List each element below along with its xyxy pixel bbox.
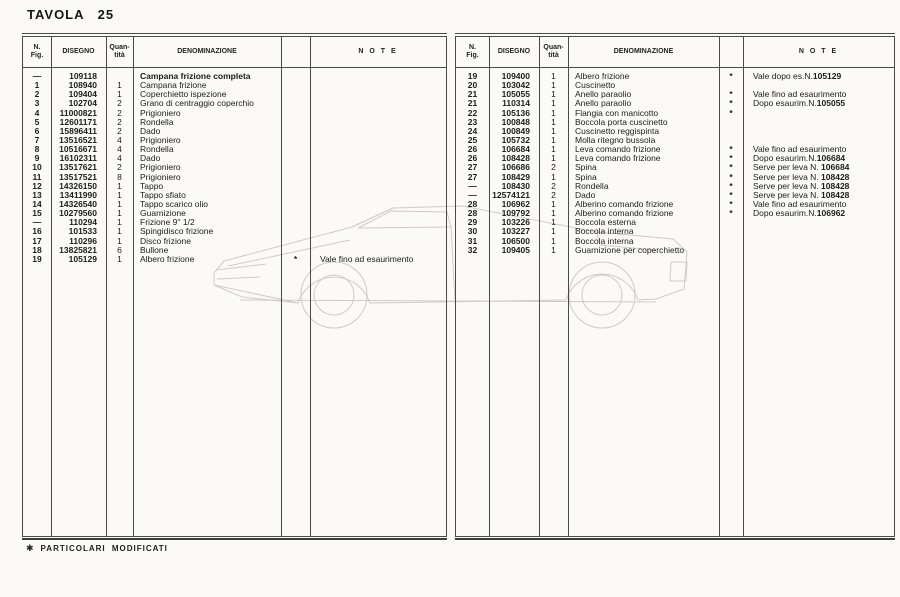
drawing-number: 101533 [68, 226, 97, 237]
note-text [743, 246, 894, 255]
fig-number: 28 [467, 208, 478, 219]
note-text [310, 127, 446, 136]
drawing-number: 105136 [501, 107, 530, 118]
drawing-number: 105055 [501, 89, 530, 100]
part-name: Boccola porta cuscinetto [575, 116, 668, 127]
drawing-number: 110314 [502, 98, 530, 109]
part-name: Leva comando frizione [575, 153, 661, 164]
note-text [310, 118, 446, 127]
fig-number: — [32, 217, 42, 228]
fig-number: 2 [34, 89, 40, 100]
fig-number: 15 [32, 208, 42, 219]
part-name: Grano di centraggio coperchio [140, 98, 254, 109]
note-text: Dopo esaurim.N.106962 [753, 208, 846, 219]
fig-number: 23 [467, 116, 478, 127]
modified-star: * [729, 189, 733, 200]
modified-star: * [729, 144, 733, 155]
note-text [310, 90, 446, 99]
modified-star [281, 72, 310, 81]
note-text [310, 227, 446, 236]
drawing-number: 13517521 [59, 171, 97, 182]
note-text: Vale fino ad esaurimento [320, 253, 414, 264]
drawing-number: 103227 [501, 226, 530, 237]
note-text: Vale fino ad esaurimento [753, 198, 847, 209]
right-table-rows [456, 68, 894, 255]
modified-star [281, 163, 310, 172]
modified-star [281, 218, 310, 227]
modified-star: * [729, 180, 733, 191]
header-disegno: DISEGNO [62, 48, 95, 55]
quantity: 1 [551, 116, 556, 127]
modified-star: * [729, 162, 733, 173]
fig-number: 9 [34, 153, 40, 164]
drawing-number: 13411990 [59, 189, 97, 200]
quantity: 2 [551, 180, 556, 191]
table-row [23, 255, 446, 264]
header-quantity: Quan- tità [543, 44, 564, 59]
quantity: 1 [551, 71, 556, 81]
drawing-number: 103042 [501, 80, 530, 91]
fig-number: 22 [467, 107, 478, 118]
fig-number: 16 [32, 226, 42, 237]
fig-number: 19 [32, 253, 42, 264]
quantity: 1 [551, 244, 556, 255]
quantity: 1 [117, 180, 122, 191]
modified-star: * [729, 107, 733, 118]
drawing-number: 102704 [68, 98, 97, 109]
note-text [310, 72, 446, 81]
modified-star [281, 136, 310, 145]
note-text [743, 109, 894, 118]
note-text [310, 173, 446, 182]
part-name: Spina [575, 162, 597, 173]
quantity: 1 [551, 107, 556, 118]
drawing-number: 109400 [501, 71, 530, 81]
note-text [310, 99, 446, 108]
header-note: N O T E [358, 48, 398, 55]
fig-number: 10 [32, 162, 42, 173]
part-name: Bullone [140, 244, 169, 255]
quantity: 4 [117, 153, 122, 164]
note-text [743, 127, 894, 136]
part-name: Anello paraolio [575, 89, 632, 100]
quantity: 1 [551, 226, 556, 237]
drawing-number: 108940 [68, 80, 97, 91]
fig-number: 14 [32, 198, 42, 209]
fig-number: 29 [467, 217, 478, 228]
modified-star: * [729, 208, 733, 219]
drawing-number: 110294 [69, 217, 97, 228]
modified-star [281, 209, 310, 218]
modified-star [719, 227, 743, 236]
part-name: Flangia con manicotto [575, 107, 659, 118]
part-name: Prigioniero [140, 134, 181, 145]
part-name: Tappo scarico olio [140, 198, 209, 209]
quantity: 1 [117, 217, 122, 228]
quantity: 2 [551, 189, 556, 200]
part-name: Boccola interna [575, 226, 634, 237]
fig-number: 18 [32, 244, 42, 255]
part-name: Rondella [575, 180, 609, 191]
quantity: 4 [117, 144, 122, 155]
drawing-number: 108430 [501, 180, 530, 191]
fig-number: 24 [467, 125, 478, 136]
drawing-number: 105732 [501, 134, 530, 145]
page-footer [26, 543, 168, 554]
quantity: 1 [117, 80, 122, 91]
part-name: Rondella [140, 116, 174, 127]
modified-star: * [729, 153, 733, 164]
note-text [743, 237, 894, 246]
table-row [456, 246, 894, 255]
fig-number: 7 [34, 134, 40, 145]
quantity: 1 [551, 89, 556, 100]
header-denominazione: DENOMINAZIONE [613, 48, 674, 55]
part-name: Guarnizione [140, 208, 186, 219]
right-parts-table [455, 36, 895, 537]
quantity: 1 [551, 208, 556, 219]
part-name: Anello paraolio [575, 98, 632, 109]
quantity: 1 [551, 144, 556, 155]
quantity: 1 [551, 80, 556, 91]
drawing-number: 109404 [68, 89, 97, 100]
part-name: Dado [575, 189, 596, 200]
fig-number: — [468, 189, 477, 200]
modified-star [281, 118, 310, 127]
part-name: Prigioniero [140, 171, 181, 182]
modified-star [281, 99, 310, 108]
quantity: 2 [117, 107, 122, 118]
fig-number: 6 [34, 125, 40, 136]
quantity: 1 [551, 235, 556, 246]
drawing-number: 106684 [501, 144, 530, 155]
note-text: Dopo esaurim.N.105055 [753, 98, 846, 109]
quantity: 1 [551, 134, 556, 145]
fig-number: 25 [467, 134, 478, 145]
fig-number: 26 [467, 144, 478, 155]
part-name: Disco frizione [140, 235, 192, 246]
modified-star [281, 90, 310, 99]
part-name: Alberino comando frizione [575, 208, 674, 219]
drawing-number: 13517621 [59, 162, 97, 173]
quantity: 1 [551, 98, 556, 109]
note-text: Vale fino ad esaurimento [753, 144, 847, 155]
drawing-number: 14326150 [59, 180, 97, 191]
part-name: Cuscinetto reggispinta [575, 125, 660, 136]
note-text [743, 227, 894, 236]
fig-number: 5 [34, 116, 40, 127]
modified-star [281, 227, 310, 236]
note-text [310, 218, 446, 227]
note-text [310, 163, 446, 172]
footer-label: PARTICOLARI MODIFICATI [40, 544, 168, 553]
note-text [310, 182, 446, 191]
drawing-number: 106500 [501, 235, 530, 246]
note-text [310, 81, 446, 90]
drawing-number: 13516521 [59, 134, 97, 145]
modified-star [281, 127, 310, 136]
drawing-number: 10279560 [59, 208, 97, 219]
modified-parts-star-icon: ✱ [26, 543, 34, 553]
table-header [23, 37, 446, 68]
part-name: Prigioniero [140, 162, 181, 173]
header-denominazione: DENOMINAZIONE [177, 48, 237, 55]
drawing-number: 110296 [69, 235, 97, 246]
part-name: Spingidisco frizione [140, 226, 214, 237]
drawing-number: 14326540 [59, 198, 97, 209]
drawing-number: 100849 [501, 125, 530, 136]
drawing-number: 12574121 [492, 189, 530, 200]
part-name: Albero frizione [575, 71, 630, 81]
modified-star [719, 118, 743, 127]
quantity: 1 [117, 235, 122, 246]
modified-star: * [293, 253, 298, 264]
fig-number: — [468, 180, 477, 191]
fig-number: 19 [467, 71, 478, 81]
fig-number: 4 [34, 107, 40, 118]
part-name: Boccola esterna [575, 217, 636, 228]
quantity: 1 [117, 226, 122, 237]
quantity: 2 [117, 162, 122, 173]
note-text: Serve per leva N. 108428 [753, 180, 850, 191]
fig-number: 13 [32, 189, 42, 200]
fig-number: 20 [467, 80, 478, 91]
note-text [310, 145, 446, 154]
part-name: Spina [575, 171, 597, 182]
modified-star [281, 173, 310, 182]
fig-number: 3 [34, 98, 40, 109]
part-name: Leva comando frizione [575, 144, 661, 155]
part-name: Cuscinetto [575, 80, 616, 91]
fig-number: 30 [467, 226, 478, 237]
modified-star: * [729, 89, 733, 100]
modified-star [719, 237, 743, 246]
fig-number: 21 [467, 89, 478, 100]
fig-number: 28 [467, 198, 478, 209]
modified-star [281, 109, 310, 118]
modified-star [719, 218, 743, 227]
quantity: 2 [551, 162, 556, 173]
quantity: 1 [117, 189, 122, 200]
modified-star: * [729, 198, 733, 209]
drawing-number: 106962 [501, 198, 530, 209]
quantity: 1 [117, 208, 122, 219]
modified-star [281, 81, 310, 90]
table-header [456, 37, 894, 68]
note-text [310, 154, 446, 163]
header-quantity: Quan- tità [109, 44, 130, 59]
note-text [743, 118, 894, 127]
note-text [310, 200, 446, 209]
modified-star: * [729, 98, 733, 109]
drawing-number: 12601171 [59, 116, 97, 127]
part-name: Coperchietto ispezione [140, 89, 227, 100]
fig-number: 1 [34, 80, 40, 91]
quantity: 2 [117, 125, 122, 136]
note-text [310, 191, 446, 200]
fig-number: — [32, 71, 42, 81]
part-name: Alberino comando frizione [575, 198, 674, 209]
note-text: Vale fino ad esaurimento [753, 89, 847, 100]
part-name: Campana frizione completa [140, 71, 251, 81]
quantity: 1 [117, 198, 122, 209]
part-name: Dado [140, 125, 161, 136]
fig-number: 12 [32, 180, 42, 191]
note-text: Serve per leva N. 108428 [753, 189, 850, 200]
note-text [743, 218, 894, 227]
drawing-number: 103226 [501, 217, 530, 228]
part-name: Tappo [140, 180, 164, 191]
fig-number: 26 [467, 153, 478, 164]
note-text [310, 109, 446, 118]
modified-star [281, 154, 310, 163]
quantity: 1 [551, 171, 556, 182]
note-text: Vale dopo es.N.105129 [753, 71, 842, 81]
drawing-number: 13825821 [59, 244, 97, 255]
drawing-number: 100848 [501, 116, 530, 127]
left-parts-table [22, 36, 447, 537]
note-text [310, 136, 446, 145]
note-text [310, 237, 446, 246]
note-text: Serve per leva N. 108428 [753, 171, 850, 182]
quantity: 2 [117, 98, 122, 109]
drawing-number: 15896411 [59, 125, 97, 136]
quantity: 6 [117, 244, 122, 255]
quantity: 1 [117, 89, 122, 100]
quantity: 1 [117, 253, 122, 264]
modified-star [281, 191, 310, 200]
fig-number: 8 [34, 144, 40, 155]
modified-star [281, 182, 310, 191]
part-name: Boccola interna [575, 235, 634, 246]
modified-star [719, 127, 743, 136]
modified-star [281, 237, 310, 246]
fig-number: 27 [467, 171, 478, 182]
note-text: Dopo esaurim.N.106684 [753, 153, 846, 164]
fig-number: 11 [32, 171, 42, 182]
left-table-rows [23, 68, 446, 264]
note-text [310, 209, 446, 218]
part-name: Guarnizione per coperchietto [575, 244, 685, 255]
quantity: 1 [551, 198, 556, 209]
part-name: Campana frizione [140, 80, 207, 91]
drawing-number: 10516671 [59, 144, 97, 155]
quantity: 2 [117, 116, 122, 127]
part-name: Rondella [140, 144, 174, 155]
header-note: N O T E [798, 48, 839, 55]
quantity: 8 [117, 171, 122, 182]
quantity: 1 [551, 153, 556, 164]
part-name: Dado [140, 153, 161, 164]
modified-star [719, 246, 743, 255]
drawing-number: 11000821 [59, 107, 97, 118]
drawing-number: 109792 [501, 208, 530, 219]
drawing-number: 109118 [69, 71, 97, 81]
drawing-number: 108428 [501, 153, 530, 164]
part-name: Albero frizione [140, 253, 195, 264]
part-name: Frizione 9'' 1/2 [140, 217, 195, 228]
modified-star [281, 200, 310, 209]
modified-star: * [729, 71, 733, 81]
quantity: 1 [551, 217, 556, 228]
fig-number: 32 [467, 244, 478, 255]
drawing-number: 108429 [501, 171, 530, 182]
modified-star: * [729, 171, 733, 182]
header-fig: N. Fig. [466, 44, 479, 59]
quantity: 4 [117, 134, 122, 145]
fig-number: 27 [467, 162, 478, 173]
fig-number: 21 [467, 98, 478, 109]
quantity: 1 [551, 125, 556, 136]
part-name: Tappo sfiato [140, 189, 186, 200]
modified-star [281, 145, 310, 154]
page-title: TAVOLA 25 [27, 7, 115, 22]
drawing-number: 109405 [501, 244, 530, 255]
header-disegno: DISEGNO [497, 48, 531, 55]
part-name: Prigioniero [140, 107, 181, 118]
note-text: Serve per leva N. 106684 [753, 162, 850, 173]
drawing-number: 16102311 [59, 153, 97, 164]
fig-number: 17 [32, 235, 42, 246]
drawing-number: 106686 [501, 162, 530, 173]
header-fig: N. Fig. [30, 44, 44, 59]
part-name: Molla ritegno bussola [575, 134, 656, 145]
fig-number: 31 [467, 235, 478, 246]
drawing-number: 105129 [68, 253, 97, 264]
